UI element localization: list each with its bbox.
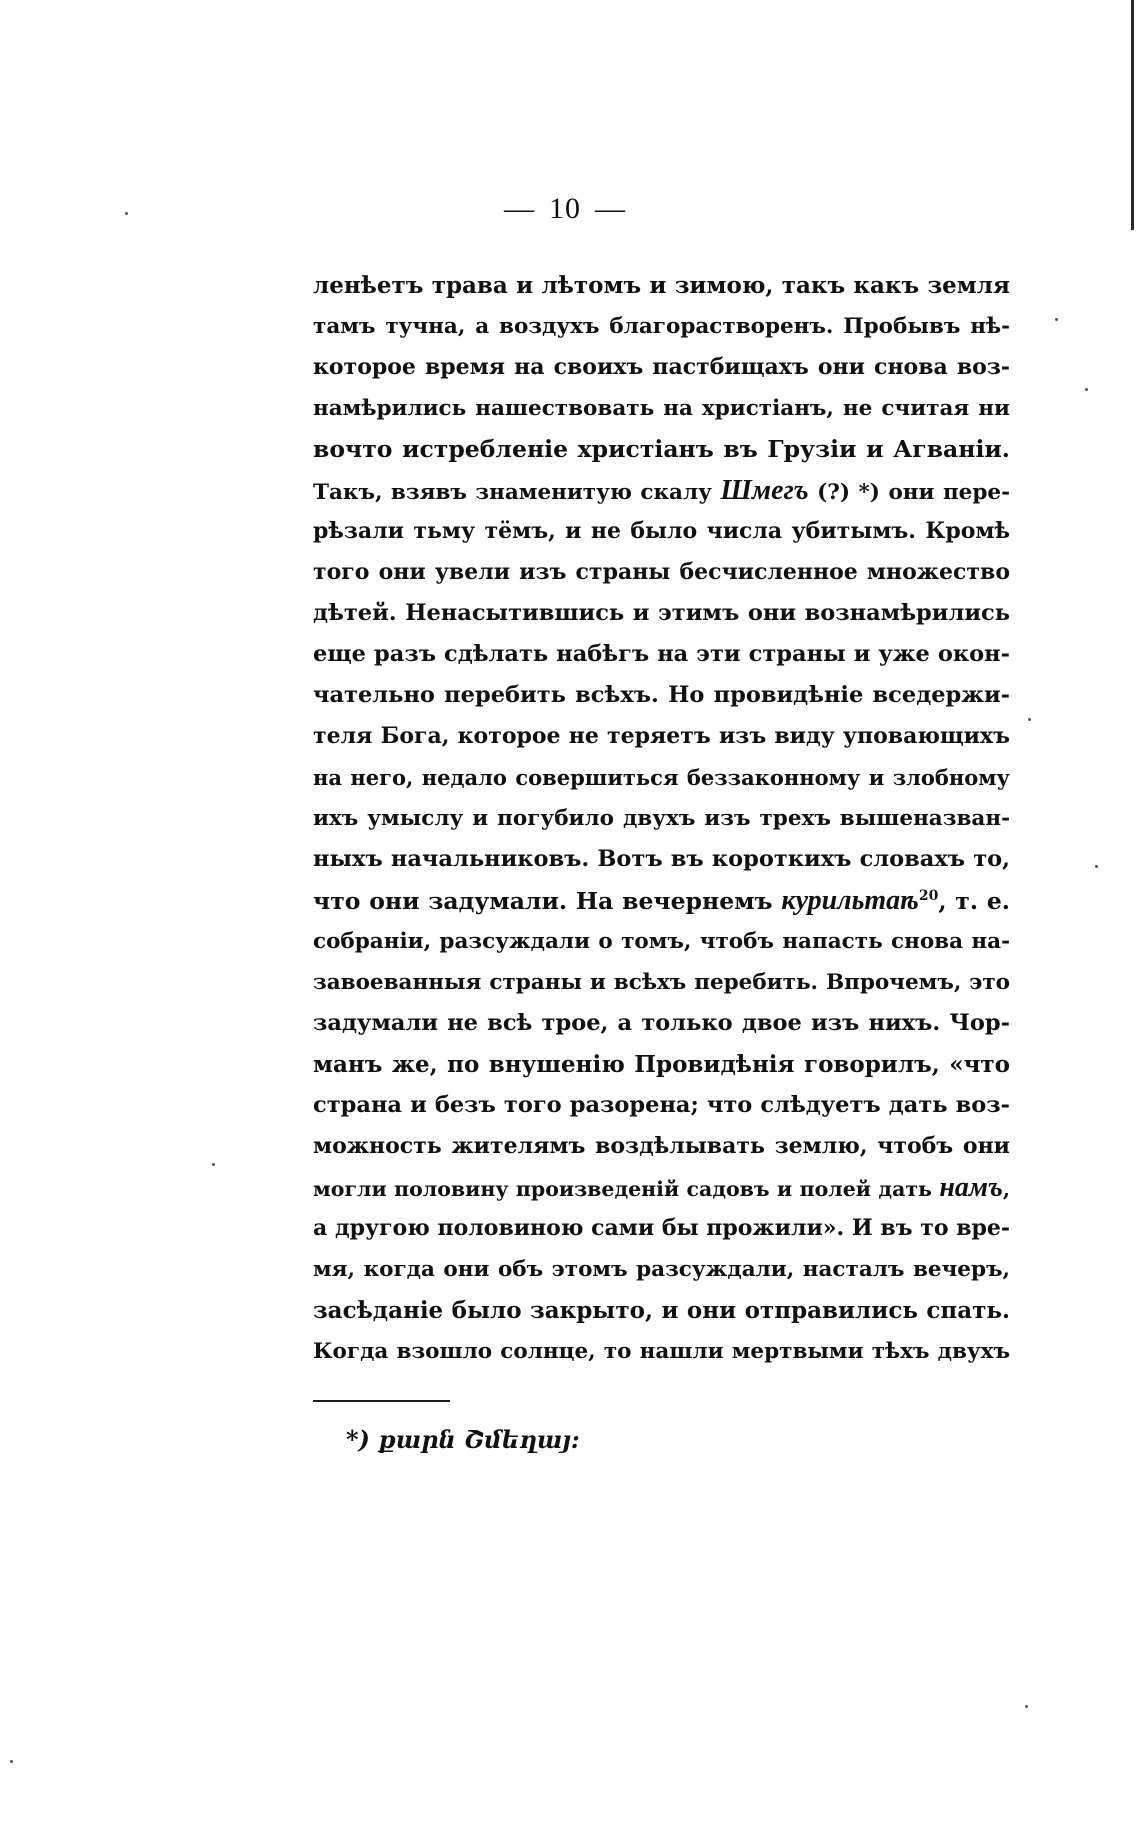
text-line: манъ же, по внушенію Провидѣнія говорилъ, «что xyxy=(313,1051,1010,1078)
paper-speck xyxy=(212,1163,215,1166)
text-line: ленѣетъ трава и лѣтомъ и зимою, такъ какъ земля xyxy=(313,272,1010,299)
text-line: собраніи, разсуждали о томъ, чтобъ напасть снова на- xyxy=(313,929,1010,954)
text-line: можность жителямъ воздѣлывать землю, чтобъ они xyxy=(313,1133,1010,1159)
text-line: ныхъ начальниковъ. Вотъ въ короткихъ словахъ то, xyxy=(313,846,1010,872)
paper-speck xyxy=(1095,865,1098,868)
dash-left: — xyxy=(504,192,535,225)
body-text xyxy=(313,265,1010,1372)
page-edge-shadow xyxy=(1131,0,1134,230)
note-reference: 20 xyxy=(918,888,939,905)
text-line: на него, недало совершиться беззаконному и злобному xyxy=(313,765,1010,790)
text-line: задумали не всѣ трое, а только двое изъ нихъ. Чор- xyxy=(313,1010,1010,1036)
italic-term: курильтаѣ xyxy=(781,885,919,916)
text-line: чательно перебить всѣхъ. Но провидѣніе вседержи- xyxy=(313,682,1010,708)
text-line: дѣтей. Ненасытившись и этимъ они вознамѣрились xyxy=(313,600,1010,626)
text-line: а другою половиною сами бы прожили». И въ то вре- xyxy=(313,1215,1010,1241)
text-line: рѣзали тьму тёмъ, и не было числа убитымъ. Кромѣ xyxy=(313,518,1010,544)
text-line xyxy=(313,1167,1010,1208)
text-line: засѣданіе было закрыто, и они отправились спать. xyxy=(313,1297,1010,1324)
text-line: которое время на своихъ пастбищахъ они снова воз- xyxy=(313,354,1010,380)
text-segment: , xyxy=(1002,1177,1010,1201)
text-line: ихъ умыслу и погубило двухъ изъ трехъ вышеназван- xyxy=(313,806,1010,831)
text-segment: могли половину произведеній садовъ и полей дать xyxy=(313,1177,940,1201)
text-line: страна и безъ того разорена; что слѣдуетъ дать воз- xyxy=(313,1092,1010,1118)
dash-right: — xyxy=(595,192,626,225)
paper-speck xyxy=(125,212,128,215)
text-line: тамъ тучна, а воздухъ благорастворенъ. Пробывъ нѣ- xyxy=(313,314,1010,339)
paper-speck xyxy=(1055,318,1058,321)
text-segment: Такъ, взявъ знаменитую скалу xyxy=(313,480,721,505)
footnote: *) քարն Շմեղայ: xyxy=(346,1425,580,1454)
italic-term: намъ xyxy=(939,1172,1003,1203)
paper-speck xyxy=(10,1760,13,1763)
text-segment: , т. е. xyxy=(938,887,1010,915)
text-line: завоеванныя страны и всѣхъ перебить. Впрочемъ, это xyxy=(313,970,1010,995)
text-line: вочто истребленіе христіанъ въ Грузіи и Агваніи. xyxy=(313,435,1010,463)
text-line xyxy=(313,880,1010,921)
text-line xyxy=(313,470,1010,511)
text-line: намѣрились нашествовать на христіанъ, не считая ни xyxy=(313,396,1010,421)
text-line: Когда взошло солнце, то нашли мертвыми тѣхъ двухъ xyxy=(313,1339,1010,1364)
text-line: теля Бога, которое не теряетъ изъ виду уповающихъ xyxy=(313,723,1010,749)
paper-speck xyxy=(1085,388,1088,391)
text-line: еще разъ сдѣлать набѣгъ на эти страны и уже окон- xyxy=(313,641,1010,667)
footnote-rule xyxy=(313,1400,450,1402)
text-segment: что они задумали. На вечернемъ xyxy=(313,887,782,915)
text-segment: (?) *) они пере- xyxy=(808,480,1010,505)
page-number xyxy=(0,192,1130,226)
text-line: того они увели изъ страны бесчисленное множество xyxy=(313,559,1010,585)
paper-speck xyxy=(1025,1705,1028,1708)
italic-term: Шмегъ xyxy=(720,475,809,506)
paper-speck xyxy=(1028,718,1031,721)
page-number-value: 10 xyxy=(549,192,581,225)
text-line: мя, когда они объ этомъ разсуждали, насталъ вечеръ, xyxy=(313,1257,1010,1282)
